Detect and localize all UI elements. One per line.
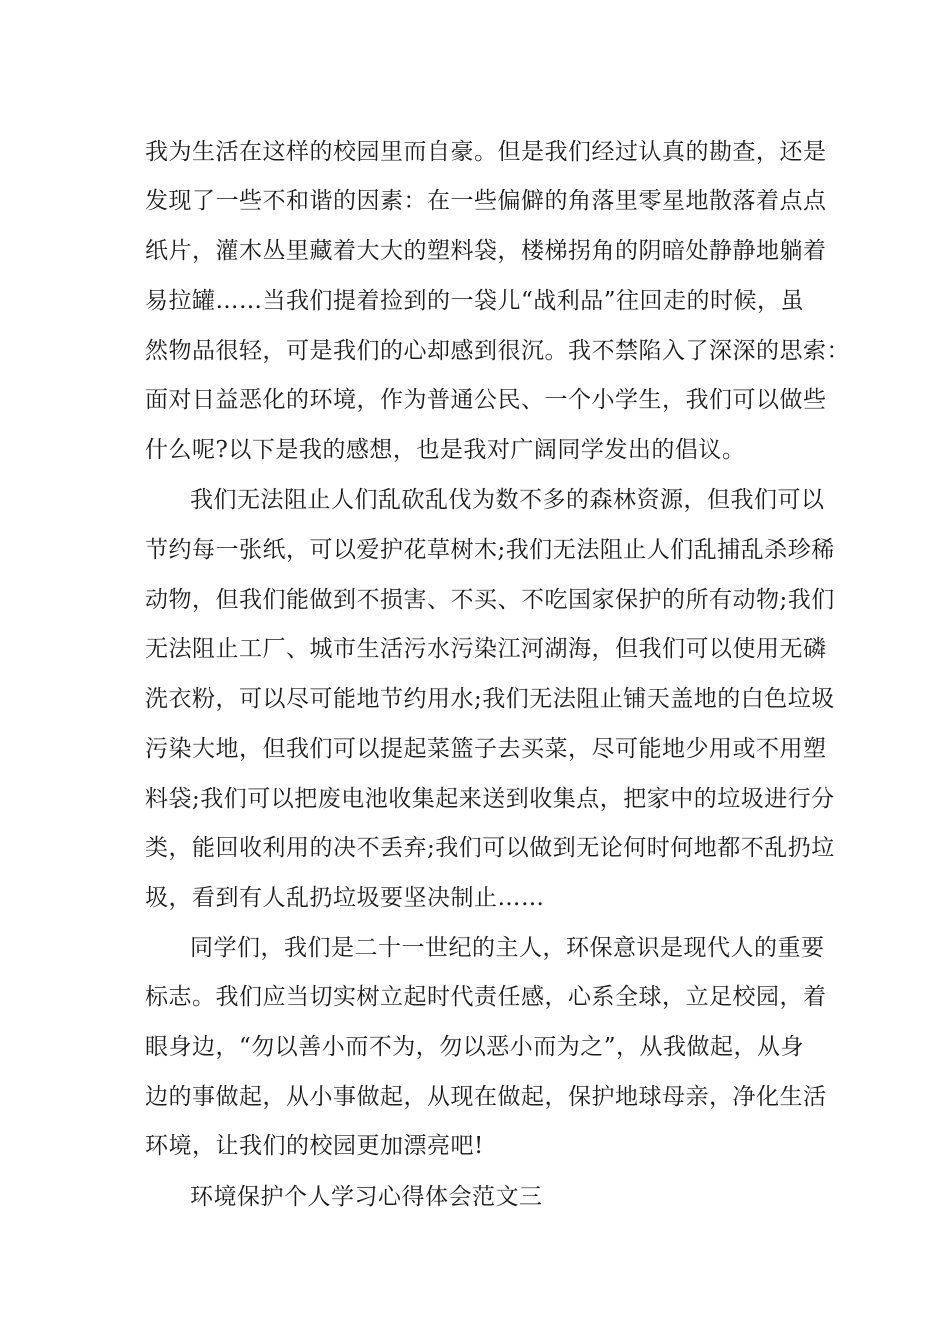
- text-line: 易拉罐……当我们提着捡到的一袋儿“战利品”往回走的时候，虽: [145, 288, 805, 314]
- text-line: 面对日益恶化的环境，作为普通公民、一个小学生，我们可以做些: [145, 387, 827, 413]
- text-line: 类，能回收利用的决不丢弃;我们可以做到无论何时何地都不乱扔垃: [145, 835, 835, 861]
- text-line: 我们无法阻止人们乱砍乱伐为数不多的森林资源，但我们可以: [190, 487, 825, 513]
- text-line: 然物品很轻，可是我们的心却感到很沉。我不禁陷入了深深的思索：: [145, 338, 850, 364]
- text-line: 什么呢?以下是我的感想，也是我对广阔同学发出的倡议。: [145, 437, 746, 463]
- text-line: 节约每一张纸，可以爱护花草树木;我们无法阻止人们乱捕乱杀珍稀: [145, 537, 835, 563]
- text-line: 同学们，我们是二十一世纪的主人，环保意识是现代人的重要: [190, 935, 825, 961]
- text-line: 环境，让我们的校园更加漂亮吧!: [145, 1133, 484, 1159]
- text-line: 发现了一些不和谐的因素：在一些偏僻的角落里零星地散落着点点: [145, 188, 827, 214]
- text-line: 纸片，灌木丛里藏着大大的塑料袋，楼梯拐角的阴暗处静静地躺着: [145, 238, 827, 264]
- text-line: 标志。我们应当切实树立起时代责任感，心系全球，立足校园，着: [145, 984, 827, 1010]
- text-line: 圾，看到有人乱扔垃圾要坚决制止……: [145, 885, 545, 911]
- text-line: 动物，但我们能做到不损害、不买、不吃国家保护的所有动物;我们: [145, 587, 835, 613]
- text-line: 料袋;我们可以把废电池收集起来送到收集点，把家中的垃圾进行分: [145, 786, 835, 812]
- text-line: 边的事做起，从小事做起，从现在做起，保护地球母亲，净化生活: [145, 1084, 827, 1110]
- text-line: 我为生活在这样的校园里而自豪。但是我们经过认真的勘查，还是: [145, 139, 827, 165]
- text-line: 污染大地，但我们可以提起菜篮子去买菜，尽可能地少用或不用塑: [145, 736, 827, 762]
- text-line: 洗衣粉，可以尽可能地节约用水;我们无法阻止铺天盖地的白色垃圾: [145, 686, 835, 712]
- text-line: 眼身边，“勿以善小而不为，勿以恶小而为之”，从我做起，从身: [145, 1034, 805, 1060]
- text-line: 无法阻止工厂、城市生活污水污染江河湖海，但我们可以使用无磷: [145, 636, 827, 662]
- section-heading: 环境保护个人学习心得体会范文三: [190, 1184, 543, 1210]
